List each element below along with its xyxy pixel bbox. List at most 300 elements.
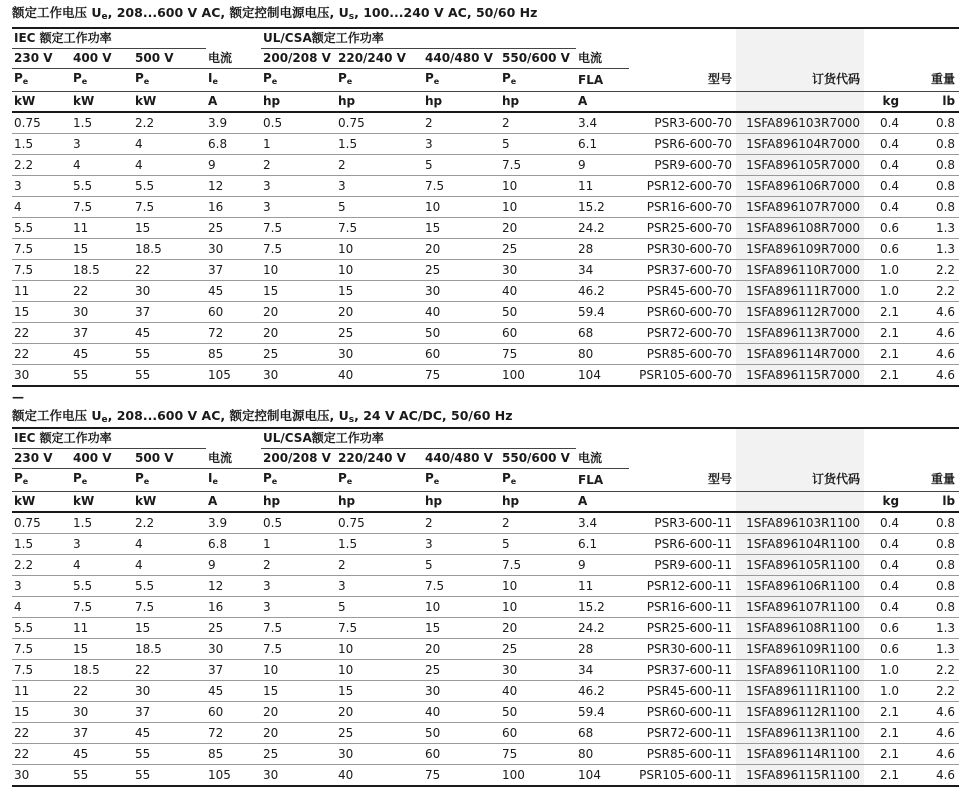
cell-ul-220v-hp: 2: [336, 155, 423, 176]
cell-ul-208v-hp: 30: [261, 765, 336, 787]
cell-ul-208v-hp: 25: [261, 744, 336, 765]
cell-order-code: 1SFA896110R7000: [736, 260, 864, 281]
cell-ul-208v-hp: 7.5: [261, 618, 336, 639]
sym-fla: FLA: [576, 69, 629, 92]
cell-ie-400v-kw: 15: [71, 639, 133, 660]
sym-pe: $P_e$: [261, 469, 336, 492]
unit-a: A: [206, 92, 261, 113]
unit-hp: hp: [336, 92, 423, 113]
cell-ul-550v-hp: 40: [500, 681, 576, 702]
cell-model: PSR85-600-11: [629, 744, 736, 765]
cell-order-code: 1SFA896104R7000: [736, 134, 864, 155]
cell-ie-500v-kw: 30: [133, 281, 206, 302]
cell-ul-440v-hp: 30: [423, 681, 500, 702]
sym-pe: $P_e$: [336, 69, 423, 92]
cell-weight-kg: 1.0: [864, 260, 903, 281]
cell-ie-230v-kw: 7.5: [12, 260, 71, 281]
section-divider-dash: —: [12, 390, 24, 404]
cell-ie-current: 30: [206, 639, 261, 660]
cell-order-code: 1SFA896109R7000: [736, 239, 864, 260]
cell-ul-208v-hp: 10: [261, 660, 336, 681]
cell-ul-208v-hp: 0.5: [261, 112, 336, 134]
cell-weight-lb: 0.8: [903, 112, 959, 134]
cell-ul-550v-hp: 60: [500, 323, 576, 344]
cell-ul-440v-hp: 10: [423, 597, 500, 618]
cell-weight-kg: 0.4: [864, 197, 903, 218]
col-208v: 200/208 V: [261, 449, 336, 469]
table-row: [12, 218, 959, 239]
cell-ul-550v-hp: 5: [500, 534, 576, 555]
cell-ul-550v-hp: 2: [500, 112, 576, 134]
cell-fla: 11: [576, 176, 629, 197]
cell-ul-208v-hp: 20: [261, 302, 336, 323]
cell-ie-current: 16: [206, 197, 261, 218]
col-current: 电流: [206, 49, 261, 69]
cell-ie-230v-kw: 0.75: [12, 112, 71, 134]
sym-fla: FLA: [576, 469, 629, 492]
table-2-body: [12, 512, 959, 786]
cell-ie-230v-kw: 22: [12, 744, 71, 765]
cell-ie-400v-kw: 5.5: [71, 176, 133, 197]
cell-ul-220v-hp: 10: [336, 660, 423, 681]
cell-ul-208v-hp: 1: [261, 134, 336, 155]
cell-order-code: 1SFA896103R1100: [736, 512, 864, 534]
cell-fla: 80: [576, 344, 629, 365]
cell-ul-220v-hp: 30: [336, 744, 423, 765]
cell-ie-500v-kw: 5.5: [133, 576, 206, 597]
cell-weight-lb: 0.8: [903, 512, 959, 534]
cell-fla: 24.2: [576, 618, 629, 639]
cell-weight-lb: 1.3: [903, 239, 959, 260]
col-model: 型号: [629, 69, 736, 92]
cell-ie-230v-kw: 0.75: [12, 512, 71, 534]
cell-order-code: 1SFA896115R1100: [736, 765, 864, 787]
cell-ie-230v-kw: 15: [12, 702, 71, 723]
cell-model: PSR3-600-11: [629, 512, 736, 534]
cell-order-code: 1SFA896111R7000: [736, 281, 864, 302]
cell-ie-500v-kw: 55: [133, 744, 206, 765]
cell-weight-kg: 2.1: [864, 702, 903, 723]
cell-model: PSR9-600-11: [629, 555, 736, 576]
cell-ie-400v-kw: 15: [71, 239, 133, 260]
cell-ie-current: 12: [206, 576, 261, 597]
cell-weight-kg: 2.1: [864, 365, 903, 387]
col-220v: 220/240 V: [336, 449, 423, 469]
cell-weight-kg: 0.4: [864, 555, 903, 576]
cell-ie-500v-kw: 45: [133, 323, 206, 344]
cell-ul-220v-hp: 20: [336, 302, 423, 323]
cell-ie-current: 12: [206, 176, 261, 197]
cell-weight-kg: 2.1: [864, 344, 903, 365]
col-weight: 重量: [903, 69, 959, 92]
cell-ul-208v-hp: 0.5: [261, 512, 336, 534]
spec-table-2: [12, 427, 959, 787]
cell-weight-lb: 2.2: [903, 681, 959, 702]
cell-ie-current: 60: [206, 702, 261, 723]
cell-ul-440v-hp: 7.5: [423, 576, 500, 597]
cell-weight-kg: 0.4: [864, 112, 903, 134]
col-400v: 400 V: [71, 49, 133, 69]
cell-order-code: 1SFA896110R1100: [736, 660, 864, 681]
cell-ul-220v-hp: 10: [336, 260, 423, 281]
cell-ul-220v-hp: 40: [336, 365, 423, 387]
cell-weight-kg: 2.1: [864, 744, 903, 765]
cell-order-code: 1SFA896114R7000: [736, 344, 864, 365]
cell-ie-400v-kw: 22: [71, 681, 133, 702]
cell-order-code: 1SFA896103R7000: [736, 112, 864, 134]
header-row-group: [12, 428, 959, 449]
unit-hp: hp: [423, 92, 500, 113]
unit-a: A: [206, 492, 261, 513]
cell-weight-kg: 2.1: [864, 723, 903, 744]
cell-weight-lb: 4.6: [903, 723, 959, 744]
cell-ul-440v-hp: 3: [423, 134, 500, 155]
cell-ie-230v-kw: 7.5: [12, 639, 71, 660]
sym-pe: $P_e$: [500, 469, 576, 492]
cell-model: PSR45-600-11: [629, 681, 736, 702]
unit-hp: hp: [336, 492, 423, 513]
cell-ie-current: 16: [206, 597, 261, 618]
cell-ie-500v-kw: 37: [133, 702, 206, 723]
cell-weight-lb: 0.8: [903, 134, 959, 155]
cell-weight-kg: 1.0: [864, 281, 903, 302]
cell-order-code: 1SFA896105R1100: [736, 555, 864, 576]
cell-ul-550v-hp: 50: [500, 702, 576, 723]
cell-ie-500v-kw: 30: [133, 681, 206, 702]
cell-ie-current: 3.9: [206, 112, 261, 134]
cell-ul-220v-hp: 5: [336, 597, 423, 618]
cell-ie-500v-kw: 22: [133, 260, 206, 281]
cell-order-code: 1SFA896107R1100: [736, 597, 864, 618]
cell-ul-550v-hp: 30: [500, 260, 576, 281]
sym-pe: $P_e$: [336, 469, 423, 492]
cell-ul-550v-hp: 2: [500, 512, 576, 534]
cell-weight-kg: 0.4: [864, 134, 903, 155]
cell-ie-230v-kw: 1.5: [12, 534, 71, 555]
cell-weight-lb: 0.8: [903, 197, 959, 218]
cell-ie-400v-kw: 3: [71, 534, 133, 555]
col-230v: 230 V: [12, 449, 71, 469]
cell-ie-400v-kw: 1.5: [71, 512, 133, 534]
col-208v: 200/208 V: [261, 49, 336, 69]
sym-pe: $P_e$: [423, 469, 500, 492]
cell-fla: 6.1: [576, 534, 629, 555]
cell-ie-current: 3.9: [206, 512, 261, 534]
cell-ie-current: 37: [206, 660, 261, 681]
table-row: [12, 723, 959, 744]
cell-order-code: 1SFA896115R7000: [736, 365, 864, 387]
cell-order-code: 1SFA896108R1100: [736, 618, 864, 639]
table-row: [12, 702, 959, 723]
cell-ul-550v-hp: 75: [500, 744, 576, 765]
cell-ul-440v-hp: 75: [423, 765, 500, 787]
cell-fla: 68: [576, 323, 629, 344]
cell-ie-230v-kw: 5.5: [12, 218, 71, 239]
cell-fla: 15.2: [576, 197, 629, 218]
cell-ie-current: 105: [206, 365, 261, 387]
cell-weight-lb: 0.8: [903, 534, 959, 555]
cell-weight-lb: 4.6: [903, 702, 959, 723]
cell-ul-440v-hp: 20: [423, 639, 500, 660]
cell-ie-500v-kw: 55: [133, 344, 206, 365]
cell-model: PSR85-600-70: [629, 344, 736, 365]
cell-ul-440v-hp: 30: [423, 281, 500, 302]
sym-ie: $I_e$: [206, 469, 261, 492]
sym-pe: $P_e$: [500, 69, 576, 92]
cell-weight-lb: 2.2: [903, 260, 959, 281]
unit-kg: kg: [864, 492, 903, 513]
table-row: [12, 534, 959, 555]
cell-ul-440v-hp: 60: [423, 744, 500, 765]
cell-ie-current: 9: [206, 555, 261, 576]
cell-ul-220v-hp: 30: [336, 344, 423, 365]
cell-fla: 24.2: [576, 218, 629, 239]
cell-fla: 11: [576, 576, 629, 597]
cell-ul-440v-hp: 2: [423, 512, 500, 534]
cell-ie-current: 6.8: [206, 534, 261, 555]
cell-ie-400v-kw: 4: [71, 555, 133, 576]
cell-model: PSR45-600-70: [629, 281, 736, 302]
col-current-2: 电流: [576, 449, 629, 469]
cell-ie-current: 105: [206, 765, 261, 787]
cell-ul-550v-hp: 5: [500, 134, 576, 155]
unit-lb: lb: [903, 492, 959, 513]
cell-model: PSR105-600-70: [629, 365, 736, 387]
section-1-title: 额定工作电压 $U_e$, 208...600 V AC, 额定控制电源电压, $U_s$, 100...240 V AC, 50/60 Hz: [12, 5, 538, 22]
sym-pe: $P_e$: [71, 469, 133, 492]
col-500v: 500 V: [133, 449, 206, 469]
cell-model: PSR30-600-70: [629, 239, 736, 260]
cell-fla: 6.1: [576, 134, 629, 155]
col-current: 电流: [206, 449, 261, 469]
cell-ie-current: 37: [206, 260, 261, 281]
table-row: [12, 555, 959, 576]
cell-fla: 46.2: [576, 681, 629, 702]
cell-ul-220v-hp: 10: [336, 239, 423, 260]
col-550v: 550/600 V: [500, 49, 576, 69]
cell-weight-kg: 2.1: [864, 765, 903, 787]
cell-fla: 28: [576, 639, 629, 660]
cell-weight-kg: 0.6: [864, 239, 903, 260]
col-order-code: 订货代码: [736, 469, 864, 492]
cell-weight-lb: 2.2: [903, 660, 959, 681]
unit-kw: kW: [71, 92, 133, 113]
cell-ul-220v-hp: 5: [336, 197, 423, 218]
cell-ul-440v-hp: 5: [423, 155, 500, 176]
cell-ul-440v-hp: 50: [423, 323, 500, 344]
unit-a: A: [576, 492, 629, 513]
sym-pe: $P_e$: [261, 69, 336, 92]
cell-ul-220v-hp: 25: [336, 723, 423, 744]
cell-weight-lb: 0.8: [903, 576, 959, 597]
cell-ul-220v-hp: 7.5: [336, 218, 423, 239]
cell-model: PSR105-600-11: [629, 765, 736, 787]
cell-ul-208v-hp: 2: [261, 555, 336, 576]
cell-ie-400v-kw: 3: [71, 134, 133, 155]
cell-ul-220v-hp: 1.5: [336, 134, 423, 155]
col-weight: 重量: [903, 469, 959, 492]
cell-weight-lb: 4.6: [903, 323, 959, 344]
cell-fla: 80: [576, 744, 629, 765]
table-row: [12, 576, 959, 597]
cell-model: PSR9-600-70: [629, 155, 736, 176]
cell-ie-400v-kw: 45: [71, 344, 133, 365]
section-2-title: 额定工作电压 $U_e$, 208...600 V AC, 额定控制电源电压, $U_s$, 24 V AC/DC, 50/60 Hz: [12, 408, 513, 425]
cell-ie-230v-kw: 22: [12, 723, 71, 744]
cell-ul-220v-hp: 40: [336, 765, 423, 787]
cell-ie-230v-kw: 4: [12, 197, 71, 218]
table-row: [12, 744, 959, 765]
cell-ie-500v-kw: 55: [133, 365, 206, 387]
cell-ie-400v-kw: 55: [71, 765, 133, 787]
cell-order-code: 1SFA896107R7000: [736, 197, 864, 218]
cell-weight-kg: 1.0: [864, 681, 903, 702]
col-440v: 440/480 V: [423, 49, 500, 69]
cell-ie-500v-kw: 7.5: [133, 197, 206, 218]
cell-ul-550v-hp: 25: [500, 239, 576, 260]
cell-order-code: 1SFA896106R7000: [736, 176, 864, 197]
cell-fla: 9: [576, 555, 629, 576]
cell-ul-208v-hp: 7.5: [261, 239, 336, 260]
sym-pe: $P_e$: [133, 469, 206, 492]
cell-ul-220v-hp: 2: [336, 555, 423, 576]
cell-ul-440v-hp: 2: [423, 112, 500, 134]
unit-a: A: [576, 92, 629, 113]
table-row: [12, 639, 959, 660]
table-row: [12, 281, 959, 302]
cell-ie-400v-kw: 4: [71, 155, 133, 176]
unit-kw: kW: [71, 492, 133, 513]
col-500v: 500 V: [133, 49, 206, 69]
cell-fla: 28: [576, 239, 629, 260]
sym-pe: $P_e$: [71, 69, 133, 92]
cell-ie-230v-kw: 30: [12, 765, 71, 787]
cell-ie-current: 45: [206, 681, 261, 702]
cell-ie-230v-kw: 22: [12, 344, 71, 365]
sym-pe: $P_e$: [12, 469, 71, 492]
cell-ie-230v-kw: 22: [12, 323, 71, 344]
cell-ie-400v-kw: 1.5: [71, 112, 133, 134]
unit-hp: hp: [261, 492, 336, 513]
cell-ul-220v-hp: 3: [336, 576, 423, 597]
cell-model: PSR25-600-70: [629, 218, 736, 239]
cell-weight-lb: 4.6: [903, 344, 959, 365]
cell-ul-220v-hp: 3: [336, 176, 423, 197]
cell-weight-lb: 4.6: [903, 744, 959, 765]
cell-ie-500v-kw: 4: [133, 155, 206, 176]
cell-ul-440v-hp: 50: [423, 723, 500, 744]
cell-fla: 9: [576, 155, 629, 176]
cell-ul-440v-hp: 15: [423, 218, 500, 239]
col-230v: 230 V: [12, 49, 71, 69]
cell-ie-500v-kw: 7.5: [133, 597, 206, 618]
cell-order-code: 1SFA896108R7000: [736, 218, 864, 239]
cell-ie-500v-kw: 45: [133, 723, 206, 744]
cell-weight-kg: 0.6: [864, 639, 903, 660]
cell-model: PSR3-600-70: [629, 112, 736, 134]
cell-ie-current: 25: [206, 218, 261, 239]
cell-ul-550v-hp: 100: [500, 365, 576, 387]
cell-ie-current: 72: [206, 323, 261, 344]
cell-fla: 104: [576, 765, 629, 787]
cell-ie-230v-kw: 7.5: [12, 239, 71, 260]
cell-model: PSR12-600-11: [629, 576, 736, 597]
cell-ie-400v-kw: 30: [71, 302, 133, 323]
unit-kw: kW: [12, 92, 71, 113]
cell-ie-500v-kw: 22: [133, 660, 206, 681]
cell-model: PSR16-600-11: [629, 597, 736, 618]
cell-ul-550v-hp: 30: [500, 660, 576, 681]
cell-ul-208v-hp: 3: [261, 176, 336, 197]
cell-ul-550v-hp: 10: [500, 597, 576, 618]
cell-ie-230v-kw: 30: [12, 365, 71, 387]
cell-order-code: 1SFA896113R7000: [736, 323, 864, 344]
cell-ie-400v-kw: 22: [71, 281, 133, 302]
cell-ie-400v-kw: 18.5: [71, 260, 133, 281]
iec-header: IEC 额定工作功率: [12, 28, 206, 49]
cell-model: PSR72-600-11: [629, 723, 736, 744]
cell-ie-500v-kw: 37: [133, 302, 206, 323]
cell-weight-lb: 1.3: [903, 618, 959, 639]
cell-weight-lb: 1.3: [903, 218, 959, 239]
table-row: [12, 618, 959, 639]
cell-ie-400v-kw: 7.5: [71, 597, 133, 618]
cell-ul-440v-hp: 5: [423, 555, 500, 576]
cell-ul-550v-hp: 7.5: [500, 555, 576, 576]
cell-ul-440v-hp: 25: [423, 260, 500, 281]
cell-weight-kg: 0.6: [864, 618, 903, 639]
unit-kw: kW: [133, 92, 206, 113]
cell-order-code: 1SFA896106R1100: [736, 576, 864, 597]
cell-weight-kg: 2.1: [864, 323, 903, 344]
table-row: [12, 176, 959, 197]
cell-ul-550v-hp: 10: [500, 197, 576, 218]
header-row-units: [12, 492, 959, 513]
cell-fla: 15.2: [576, 597, 629, 618]
cell-ul-208v-hp: 7.5: [261, 218, 336, 239]
col-550v: 550/600 V: [500, 449, 576, 469]
cell-ul-220v-hp: 1.5: [336, 534, 423, 555]
cell-ul-208v-hp: 3: [261, 197, 336, 218]
cell-ie-400v-kw: 37: [71, 323, 133, 344]
cell-weight-kg: 0.4: [864, 597, 903, 618]
cell-ul-440v-hp: 75: [423, 365, 500, 387]
table-row: [12, 765, 959, 787]
unit-hp: hp: [500, 92, 576, 113]
cell-ie-400v-kw: 37: [71, 723, 133, 744]
cell-ie-230v-kw: 3: [12, 176, 71, 197]
cell-model: PSR60-600-70: [629, 302, 736, 323]
table-row: [12, 155, 959, 176]
cell-ie-400v-kw: 11: [71, 218, 133, 239]
ulcsa-header: UL/CSA额定工作功率: [261, 428, 576, 449]
cell-order-code: 1SFA896112R7000: [736, 302, 864, 323]
sym-pe: $P_e$: [12, 69, 71, 92]
cell-ul-208v-hp: 3: [261, 597, 336, 618]
cell-ie-current: 30: [206, 239, 261, 260]
cell-ul-440v-hp: 60: [423, 344, 500, 365]
cell-ul-550v-hp: 10: [500, 176, 576, 197]
cell-weight-lb: 0.8: [903, 555, 959, 576]
cell-ie-400v-kw: 5.5: [71, 576, 133, 597]
cell-weight-kg: 0.4: [864, 512, 903, 534]
table-1-body: [12, 112, 959, 386]
cell-ul-208v-hp: 10: [261, 260, 336, 281]
cell-ie-230v-kw: 15: [12, 302, 71, 323]
cell-weight-lb: 2.2: [903, 281, 959, 302]
cell-ul-208v-hp: 3: [261, 576, 336, 597]
cell-ul-220v-hp: 15: [336, 281, 423, 302]
